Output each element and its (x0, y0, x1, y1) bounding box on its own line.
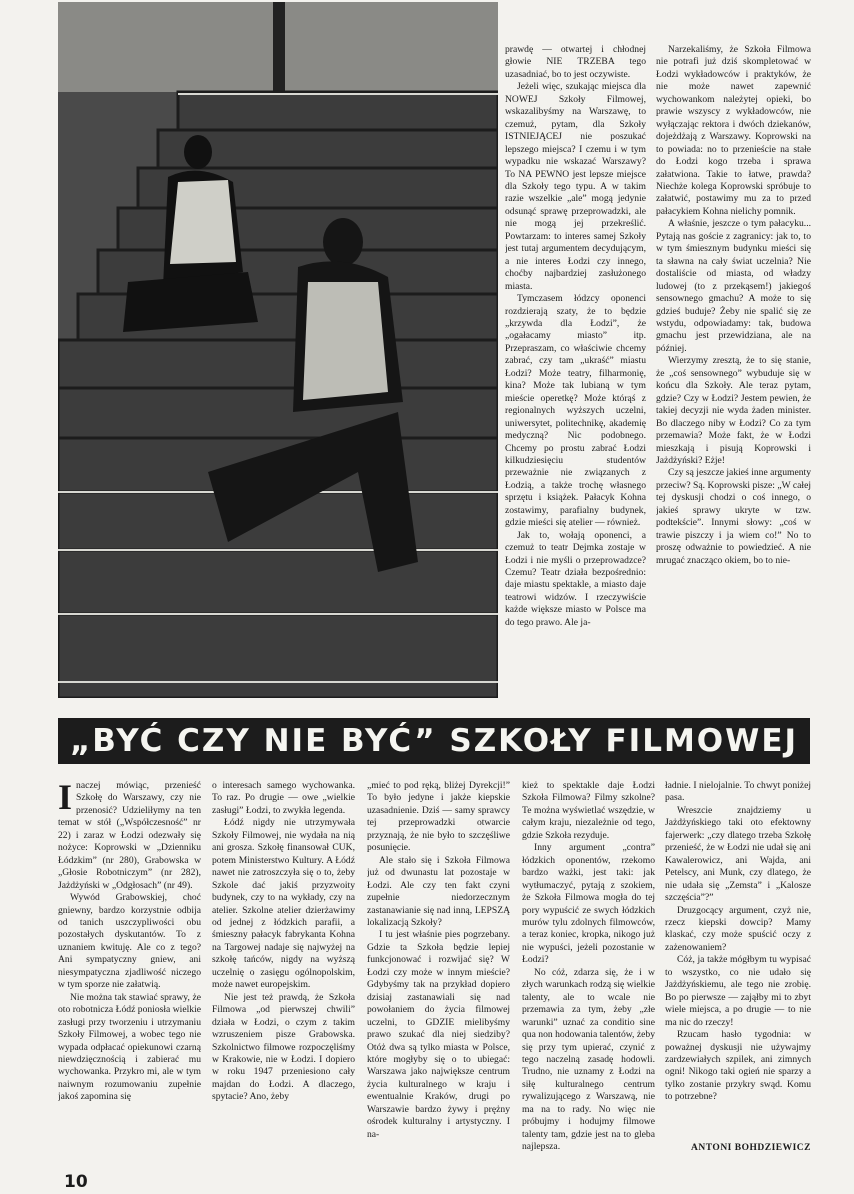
paragraph: „mieć to pod ręką, bliżej Dyrekcji!” To było jedyne i jakże kiepskie uzasadnienie. Dziś — samy sprawcy tej przeprowadzki otwarcie przyznają, że nie było to szczęśliwe posunięcie. (367, 780, 510, 854)
paragraph: Nie można tak stawiać sprawy, że oto robotnicza Łódź poniosła wielkie zasługi przy tworzeniu i utrzymaniu Szkoły Filmowej, a wobec tego nie wypada odpłacać opiekunowi czarną niewdzięcznością i zabierać mu wychowanka. Przykro mi, ale w tym naiwnym rozumowaniu zupełnie jakoś zapomina się (58, 991, 201, 1103)
stairs-illustration (58, 2, 498, 698)
paragraph: kież to spektakle daje Łodzi Szkoła Filmowa? Filmy szkolne? Te można wyświetlać wszędzie, w całym kraju, niezależnie od tego, gdzie Szkoła rezyduje. (522, 780, 655, 841)
paragraph: No cóż, zdarza się, że i w złych warunkach rodzą się wielkie talenty, ale to wcale nie przemawia za tym, żeby „złe warunki” uznać za conditio sine qua non hodowania talentów, żeby się przy tym upierać, czynić z tego naczelną zasadę hodowli. Trudno, nie uznamy z Łodzi na siłę kulturalnego centrum rywalizującego z Warszawą, nie ma na to rady. No więc nie próbujmy i hodujmy filmowe talenty tam, gdzie jest na to gleba najlepsza. (522, 966, 655, 1153)
paragraph (58, 780, 201, 892)
page-number: 10 (64, 1172, 88, 1192)
paragraph: Jeżeli więc, szukając miejsca dla NOWEJ Szkoły Filmowej, wskazalibyśmy na Warszawę, to czemuż, pytam, dla Szkoły ISTNIEJĄCEJ nie poszukać lepszego miejsca? I czemu i w tym wypadku nie wskazać Warszawy? To NA PEWNO jest lepsze miejsce dla Szkoły tego typu. A w takim razie wszelkie „ale” mogą jedynie odsunąć sprawę przeprowadzki, ale nie mogą jej przekreślić. Powtarzam: to interes samej Szkoły jest tutaj argumentem decydującym, a nie interes Łodzi czy innego, choćby najbardziej zasłużonego miasta. (505, 81, 646, 292)
paragraph: Tymczasem łódzcy oponenci rozdzierają szaty, że to będzie „krzywda dla Łodzi”, że „ogałacamy miasto” itp. Przepraszam, co właściwie chcemy zabrać, czy tam „ukraść” miastu Łodzi? Może teatry, filharmonię, kina? Może tak lubianą w tym mieście operetkę? Może którąś z regionalnych wyższych uczelni, uniwersytet, politechnikę, akademię medyczną? Nic podobnego. Chcemy po prostu zabrać Łodzi kilkudziesięciu studentów przeważnie nie związanych z Łodzią, a także trochę własnego sprzętu i książek. Pałacyk Kohna zostawimy, parafialny budynek, gdzie mieści się atelier — również. (505, 293, 646, 529)
text-column-top-1 (505, 44, 646, 696)
text-column-bottom-4 (522, 780, 655, 1160)
paragraph: prawdę — otwartej i chłodnej głowie NIE TRZEBA tego uzasadniać, bo to jest oczywiste. (505, 44, 646, 80)
paragraph: Wierzymy zresztą, że to się stanie, że „coś sensownego” wybuduje się w końcu dla Szkoły. Ale teraz pytam, gdzie? Czy w Łodzi? Jestem pewien, że takiej decyzji nie wyda żaden minister. Bo dlaczego niby w Łodzi? Co za tym przemawia? Może fakt, że w Łodzi mieszkają i pisują Koprowski i Jażdżyński? Eżje! (656, 355, 811, 466)
text-column-bottom-1 (58, 780, 201, 1148)
paragraph: Nie jest też prawdą, że Szkoła Filmowa „od pierwszej chwili” działa w Łodzi, o czym z takim wzruszeniem pisze Grabowska. Szkolnictwo filmowe rozpoczęliśmy w Krakowie, nie w Łodzi. I dopiero w roku 1947 przeniesiono cały majdan do Łodzi. A dlaczego, spytacie? Ano, żeby (212, 991, 355, 1103)
paragraph: Cóż, ja także mógłbym tu wypisać to wszystko, co nie udało się Jażdżyńskiemu, ale tego nie zrobię. Bo po pierwsze — zająłby mi to zbyt wiele miejsca, a po drugie — to nie ma nic do rzeczy! (665, 954, 811, 1028)
paragraph: Rzucam hasło tygodnia: w poważnej dyskusji nie używajmy zardzewiałych szpilek, ani zimnych ogni! Nikogo taki ogień nie sparzy a tylko zostanie przykry swąd. Komu to potrzebne? (665, 1029, 811, 1103)
paragraph: o interesach samego wychowanka. To raz. Po drugie — owe „wielkie zasługi” Łodzi, to zwykła legenda. (212, 780, 355, 816)
paragraph-text: naczej mówiąc, przenieść Szkołę do Warszawy, czy nie przenosić? Udzieliłymy na ten temat w stół („Współczesność” nr 22) i zaraz w Łodzi odezwały się nożyce: Koprowski w „Dzienniku Łódzkim” (nr 280), Grabowska w „Głosie Robotniczym” (nr 282), Jażdżyński w „Odgłosach” (nr 49). (58, 780, 201, 891)
text-column-bottom-3 (367, 780, 510, 1160)
paragraph: Druzgocący argument, czyż nie, rzecz kiepski dowcip? Mamy klaskać, czy może spuścić oczy z zażenowaniem? (665, 904, 811, 953)
paragraph: Jak to, wołają oponenci, a czemuż to teatr Dejmka zostaje w Łodzi i nie myśli o przeprowadzce? Czemu? Teatr działa bezpośrednio: daje miastu spektakle, a miasto daje teatrowi widzów. I rzeczywiście każde większe miasto w Polsce ma do tego prawo. Ale ja- (505, 529, 646, 628)
paragraph: Łódź nigdy nie utrzymywała Szkoły Filmowej, nie wydała na nią ani grosza. Szkołę finansował CUK, potem Ministerstwo Kultury. A Łódź nawet nie zatroszczyła się o to, żeby Szkole dać jakiś przyzwoity budynek, czy to na wykłady, czy na atelier. Szkolne atelier dzierżawimy od jednej z łódzkich parafii, a śmieszny pałacyk fabrykanta Kohna na Targowej nadaje się najwyżej na szkołę tańców, nigdy na wyższą uczelnię o zasięgu ogólnopolskim, może nawet europejskim. (212, 817, 355, 991)
text-column-bottom-2 (212, 780, 355, 1158)
paragraph: Wreszcie znajdziemy u Jażdżyńskiego taki oto efektowny fajerwerk: „czy dlatego trzeba Szkołę przenieść, że w Łodzi nie udał się ani Kawalerowicz, ani Wajda, ani Petelscy, ani Munk, czy dlatego, że nie udała się „Zemsta” i „Kalosze szczęścia”?” (665, 804, 811, 904)
text-column-bottom-5 (665, 780, 811, 1144)
article-title-banner (58, 718, 810, 764)
paragraph: A właśnie, jeszcze o tym pałacyku... Pytają nas goście z zagranicy: jak to, to w tym śmiesznym budynku mieści się ta sławna na cały świat uczelnia? Nie dostaliście od miasta, od władzy ludowej (to z przekąsem!) jakiegoś sensownego gmachu? A może to się gdzieś buduje? Żeby nie spalić się ze wstydu, odpowiadamy: tak, budowa gmachu jest przewidziana, ale na później. (656, 218, 811, 354)
paragraph: Wywód Grabowskiej, choć gniewny, bardzo korzystnie odbija od tanich uszczypliwości obu pozostałych dyskutantów. To z uznaniem kwituję. Ale co z tego? Ani sympatyczny gniew, ani niesympatyczna zjadliwość niczego w tym sporze nie załatwią. (58, 892, 201, 991)
paragraph: Narzekaliśmy, że Szkoła Filmowa nie potrafi już dziś skompletować w Łodzi wykładowców i praktyków, że nie może nawet zapewnić wychowankom należytej opieki, bo prawie wszyscy z wykładowców, nie wyłączając rektora i dwóch dziekanów, dojeżdżają z Warszawy. Koprowski na to powiada: no to przenieście na stałe do Łodzi kogo trzeba i sprawa załatwiona. Takie to łatwe, prawda? Niechże kolega Koprowski spróbuje to załatwić, postawimy mu za to przed pałacykiem Kohna nielichy pomnik. (656, 44, 811, 217)
paragraph: Czy są jeszcze jakieś inne argumenty przeciw? Są. Koprowski pisze: „W całej tej dyskusji chodzi o coś innego, o jakieś sprawy ukryte w tzw. podtekście”. Innymi słowy: „coś w trawie piszczy i ja wiem co!” No to proszę odważnie to powiedzieć. A nie mrugać znacząco okiem, bo to nie- (656, 467, 811, 566)
paragraph: Inny argument „contra” łódzkich oponentów, rzekomo bardzo ważki, jest taki: jak wytłumaczyć, pytają z szokiem, że Szkoła Filmowa mogła do tej pory wypuścić ze swych łódzkich murów tylu zdolnych filmowców, a teraz koniec, kropka, nikogo już nie wypuści, jeżeli pozostanie w Łodzi? (522, 842, 655, 966)
drop-cap: I (58, 780, 73, 817)
author-signature: ANTONI BOHDZIEWICZ (691, 1143, 811, 1153)
photograph-students-on-stairs (58, 2, 498, 698)
article-title: „BYĆ CZY NIE BYĆ” SZKOŁY FILMOWEJ (69, 723, 799, 759)
text-column-top-2 (656, 44, 811, 696)
paragraph: Ale stało się i Szkoła Filmowa już od dwunastu lat pozostaje w Łodzi. Ale czy ten fakt czyni zupełnie niedorzecznym zastanawianie się nad inną, LEPSZĄ lokalizacją Szkoły? (367, 854, 510, 928)
paragraph: ładnie. I nielojalnie. To chwyt poniżej pasa. (665, 780, 811, 804)
paragraph: I tu jest właśnie pies pogrzebany. Gdzie ta Szkoła będzie lepiej funkcjonować i rozwijać się? W Łodzi czy może w innym mieście? Gdybyśmy tak na przykład dopiero dzisiaj zastanawiali się nad powołaniem do życia filmowej uczelni, to GDZIE mielibyśmy prawo szukać dla niej siedziby? Otóż dwa są tylko miasta w Polsce, które mogłyby się o to ubiegać: Warszawa jako największe centrum życia kulturalnego w kraju i ewentualnie Kraków, drugi po Warszawie bardzo żywy i prężny ośrodek kulturalny i artystyczny. I na- (367, 929, 510, 1140)
